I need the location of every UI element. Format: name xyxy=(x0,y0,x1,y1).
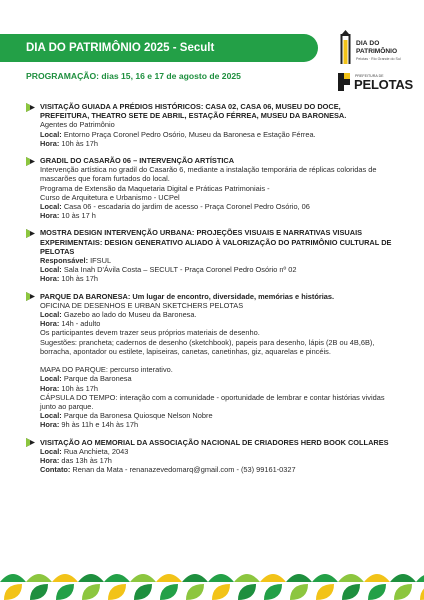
item-title: VISITAÇÃO AO MEMORIAL DA ASSOCIAÇÃO NACIONAL DE CRIADORES HERD BOOK COLLARES xyxy=(40,437,389,447)
footer-leaf-shape xyxy=(52,574,78,582)
footer-leaf-shape xyxy=(364,574,390,582)
play-arrow-icon xyxy=(26,229,35,238)
footer-leaf-shape xyxy=(0,574,26,582)
item-text: Sugestões: prancheta; cadernos de desenho (sketchbook), papeis para desenho, lápis (2B ou 4B,6B), borracha, apontador ou estilete, lapiseiras, canetas, canetinhas, giz, aquarelas e pincéis. xyxy=(40,337,375,356)
item-local: Parque da Baronesa Quiosque Nelson Nobre xyxy=(61,411,213,421)
dia-do-patrimonio-logo xyxy=(340,30,410,66)
decorative-footer-pattern xyxy=(0,566,424,600)
programacao-subtitle: PROGRAMAÇÃO: dias 15, 16 e 17 de agosto de 2025 xyxy=(26,71,241,81)
footer-leaf-shape xyxy=(4,584,22,600)
footer-leaf-shape xyxy=(394,584,412,600)
footer-leaf-shape xyxy=(260,574,286,582)
play-arrow-icon xyxy=(26,292,35,301)
item-hora: 10h às 17h xyxy=(59,383,98,393)
header-title-bar xyxy=(0,34,318,62)
item-responsavel: IFSUL xyxy=(88,256,112,266)
item-text: CÁPSULA DO TEMPO: interação com a comunidade - oportunidade de lembrar e contar histórias vividas junto ao parque. xyxy=(40,392,385,412)
footer-leaf-shape xyxy=(312,574,338,582)
footer-leaf-shape xyxy=(82,584,100,600)
footer-leaf-shape xyxy=(186,584,204,600)
item-local: Gazebo ao lado do Museu da Baronesa. xyxy=(61,310,197,320)
item-text: OFICINA DE DESENHOS E URBAN SKETCHERS PELOTAS xyxy=(40,300,244,310)
list-item xyxy=(26,438,392,475)
footer-leaf-shape xyxy=(212,584,230,600)
item-text: Agentes do Patrimônio xyxy=(40,120,115,130)
footer-leaf-shape xyxy=(368,584,386,600)
hora-label: Hora: xyxy=(40,274,60,284)
item-title-rest: Um lugar de encontro, diversidade, memórias e histórias. xyxy=(130,291,335,301)
local-label: Local: xyxy=(40,202,62,212)
footer-leaf-shape xyxy=(160,584,178,600)
hora-label: Hora: xyxy=(40,456,60,466)
footer-leaf-shape xyxy=(416,574,424,582)
footer-leaf-shape xyxy=(130,574,156,582)
list-item xyxy=(26,228,392,283)
footer-leaf-shape xyxy=(234,574,260,582)
local-label: Local: xyxy=(40,446,62,456)
programacao-list xyxy=(26,102,392,483)
hora-label: Hora: xyxy=(40,211,60,221)
list-item xyxy=(26,292,392,430)
item-local: Entorno Praça Coronel Pedro Osório, Museu da Baronesa e Estação Férrea. xyxy=(61,129,316,139)
play-arrow-icon xyxy=(26,157,35,166)
logo-text-line1: DIA DO xyxy=(356,40,380,47)
logo-text-line2: PATRIMÔNIO xyxy=(356,48,398,55)
item-text: Intervenção artística no gradil do Casarão 6, mediante a instalação temporária de réplicas coloridas de mascarões que foram furtados do local. xyxy=(40,165,377,184)
item-local: Parque da Baronesa xyxy=(61,374,132,384)
item-text: MAPA DO PARQUE: percurso interativo. xyxy=(40,365,173,375)
hora-label: Hora: xyxy=(40,319,60,329)
item-text: Curso de Arquitetura e Urbanismo - UCPel xyxy=(40,192,180,202)
footer-leaf-shape xyxy=(134,584,152,600)
page-title: DIA DO PATRIMÔNIO 2025 - Secult xyxy=(26,42,215,54)
footer-leaf-shape xyxy=(290,584,308,600)
hora-label: Hora: xyxy=(40,383,60,393)
item-local: Rua Anchieta, 2043 xyxy=(61,446,129,456)
list-item xyxy=(26,102,392,148)
hora-label: Hora: xyxy=(40,420,60,430)
item-text: Programa de Extensão da Maquetaria Digital e Práticas Patrimoniais - xyxy=(40,183,270,193)
item-title: VISITAÇÃO GUIADA A PRÉDIOS HISTÓRICOS: CASA 02, CASA 06, MUSEU DO DOCE, PREFEITURA, THEATRO SETE DE ABRIL, ESTAÇÃO FÉRREA, MUSEU DA BARONESA. xyxy=(40,102,347,121)
item-title: GRADIL DO CASARÃO 06 – INTERVENÇÃO ARTÍSTICA xyxy=(40,156,235,166)
local-label: Local: xyxy=(40,265,62,275)
item-local: Sala Inah D'Ávila Costa – SECULT - Praça Coronel Pedro Osório nº 02 xyxy=(61,265,297,275)
item-local: Casa 06 - escadaria do jardim de acesso - Praça Coronel Pedro Osório, 06 xyxy=(61,202,310,212)
item-title: MOSTRA DESIGN INTERVENÇÃO URBANA: PROJEÇÕES VISUAIS E NARRATIVAS VISUAIS EXPERIMENTAIS: DESIGN GENERATIVO ALIADO À VALORIZAÇÃO DO PATRIMÔNIO CULTURAL DE PELOTAS xyxy=(40,228,392,256)
item-title: PARQUE DA BARONESA: xyxy=(40,291,131,301)
item-hora: 10h às 17h xyxy=(59,138,98,148)
footer-leaf-shape xyxy=(390,574,416,582)
footer-leaf-shape xyxy=(108,584,126,600)
footer-leaf-shape xyxy=(342,584,360,600)
hora-label: Hora: xyxy=(40,138,60,148)
item-hora: das 13h às 17h xyxy=(59,456,112,466)
footer-leaf-shape xyxy=(26,574,52,582)
item-hora: 10h às 17h xyxy=(59,274,98,284)
footer-leaf-shape xyxy=(104,574,130,582)
logo-text-line3: Pelotas · Rio Grande do Sul xyxy=(356,57,401,61)
item-contato: Renan da Mata - renanazevedomarq@gmail.com - (53) 99161-0327 xyxy=(70,465,296,475)
prefeitura-pelotas-logo xyxy=(338,72,414,94)
footer-leaf-shape xyxy=(338,574,364,582)
item-hora: 14h - adulto xyxy=(59,319,101,329)
item-hora: 10 às 17 h xyxy=(59,211,96,221)
pelotas-logo-small-text: PREFEITURA DE xyxy=(355,74,384,78)
footer-leaf-shape xyxy=(316,584,334,600)
footer-leaf-shape xyxy=(238,584,256,600)
footer-leaf-shape xyxy=(156,574,182,582)
pelotas-logo-text: PELOTAS xyxy=(354,77,414,92)
footer-leaf-shape xyxy=(264,584,282,600)
list-item xyxy=(26,156,392,220)
patrimonio-logo-icon xyxy=(340,30,351,64)
pelotas-emblem-icon xyxy=(338,73,350,91)
play-arrow-icon xyxy=(26,438,35,447)
contato-label: Contato: xyxy=(40,465,71,475)
footer-leaf-shape xyxy=(182,574,208,582)
item-text: Os participantes devem trazer seus próprios materiais de desenho. xyxy=(40,328,260,338)
footer-leaf-shape xyxy=(56,584,74,600)
footer-leaf-shape xyxy=(208,574,234,582)
item-hora: 9h às 11h e 14h às 17h xyxy=(59,420,139,430)
responsavel-label: Responsável: xyxy=(40,256,89,266)
local-label: Local: xyxy=(40,374,62,384)
footer-leaf-shape xyxy=(420,584,424,600)
footer-leaf-shape xyxy=(286,574,312,582)
play-arrow-icon xyxy=(26,103,35,112)
footer-leaf-shape xyxy=(30,584,48,600)
local-label: Local: xyxy=(40,129,62,139)
local-label: Local: xyxy=(40,411,62,421)
local-label: Local: xyxy=(40,310,62,320)
footer-leaf-shape xyxy=(78,574,104,582)
